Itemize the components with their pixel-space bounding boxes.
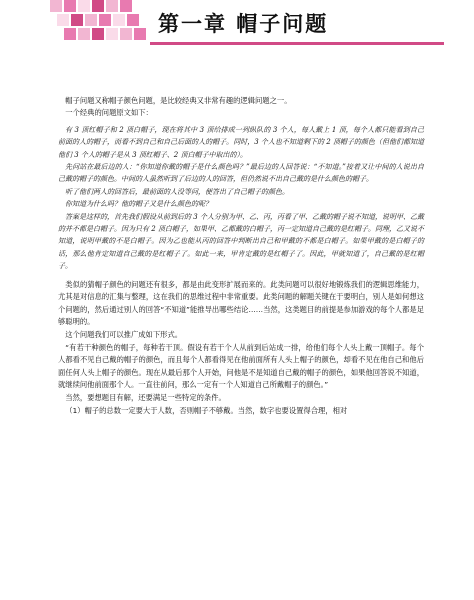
intro-paragraph: 帽子问题又称帽子颜色问题，是比较经典又非常有趣的逻辑问题之一。 — [65, 96, 292, 105]
mosaic-square — [127, 14, 139, 26]
mosaic-square — [57, 14, 69, 26]
mosaic-square — [92, 0, 104, 12]
condition-item: （1）帽子的总数一定要大于人数，否则帽子不够戴。当然，数字也要设置得合理，相对 — [65, 405, 348, 415]
story-paragraph: 你知道为什么吗？他的帽子又是什么颜色的呢？ — [65, 200, 212, 209]
analysis-paragraph: 这个问题我们可以推广成如下形式。 — [65, 330, 183, 340]
decorative-mosaic — [50, 0, 150, 46]
mosaic-square — [78, 28, 90, 40]
mosaic-square — [50, 0, 62, 12]
mosaic-square — [120, 0, 132, 12]
mosaic-square — [106, 0, 118, 12]
mosaic-square — [64, 28, 76, 40]
page-body — [58, 95, 424, 417]
story-paragraph: 听了他们两人的回答后，最前面的人没等问，便答出了自己帽子的颜色。 — [65, 187, 289, 196]
mosaic-square — [71, 14, 83, 26]
chapter-header — [0, 0, 474, 52]
mosaic-square — [78, 0, 90, 12]
answer-paragraph: 答案是这样的，首先我们假设从前到后的 3 个人分别为甲、乙、丙，丙看了甲、乙戴的帽子说不知道，说明甲、乙戴的并不都是白帽子。因为只有 2 顶白帽子，如果甲、乙都戴的白帽子，丙一定知道自己戴的是红帽子。同理，乙又说不知道，说明甲戴的不是白帽子。因为乙也能从丙的回答中判断出自己和甲戴的不都是白帽子。如果甲戴的是白帽子的话，那么他肯定知道自己戴的是红帽子了。如此一来，甲肯定戴的是红帽子了。因此，甲就知道了，自己戴的是红帽子。 — [58, 212, 424, 271]
analysis-paragraph: 当然，要想题目有解，还要满足一些特定的条件。 — [65, 393, 226, 403]
chapter-title: 第一章 帽子问题 — [158, 11, 329, 36]
mosaic-square — [134, 28, 146, 40]
story-paragraph: 有 3 顶红帽子和 2 顶白帽子，现在将其中 3 顶给排成一列纵队的 3 个人，每人戴上 1 顶，每个人都只能看到自己前面的人的帽子，而看不到自己和自己后面的人的帽子。同时，3 个人也不知道剩下的 2 顶帽子的颜色（但他们都知道他们 3 个人的帽子是从 3 顶红帽子、2 顶白帽子中取出的）。 — [58, 125, 424, 159]
analysis-paragraph: 类似的猜帽子颜色的问题还有很多，都是由此变形扩展而来的。此类问题可以很好地锻炼我们的逻辑思维能力，尤其是对信息的汇集与整理，这在我们的思维过程中非常重要。此类问题的解题关键在于要明白，别人是如何想这个问题的，然后通过别人的回答“不知道”能推导出哪些结论……当然，这类题目的前提是参加游戏的每个人都是足够聪明的。 — [58, 279, 424, 327]
quoted-problem-paragraph: “有若干种颜色的帽子，每种若干顶。假设有若干个人从前到后站成一排，给他们每个人头上戴一顶帽子。每个人都看不见自己戴的帽子的颜色，而且每个人都看得见在他前面所有人头上帽子的颜色，却看不见在他自己和他后面任何人头上帽子的颜色。现在从最后那个人开始，问他是不是知道自己戴的帽子的颜色，如果他回答说不知道，就继续问他前面那个人。一直往前问，那么一定有一个人知道自己所戴帽子的颜色。” — [58, 342, 424, 390]
mosaic-square — [106, 28, 118, 40]
mosaic-square — [113, 14, 125, 26]
mosaic-square — [99, 14, 111, 26]
mosaic-square — [64, 0, 76, 12]
story-paragraph: 先问站在最后边的人：“你知道你戴的帽子是什么颜色吗？”最后边的人回答说：“不知道。”接着又让中间的人说出自己戴的帽子的颜色。中间的人虽然听到了后边的人的回答，但仍然说不出自己戴的是什么颜色的帽子。 — [58, 163, 424, 184]
mosaic-square — [92, 28, 104, 40]
intro-paragraph: 一个经典的问题原文如下： — [65, 108, 153, 118]
mosaic-square — [85, 14, 97, 26]
mosaic-square — [120, 28, 132, 40]
